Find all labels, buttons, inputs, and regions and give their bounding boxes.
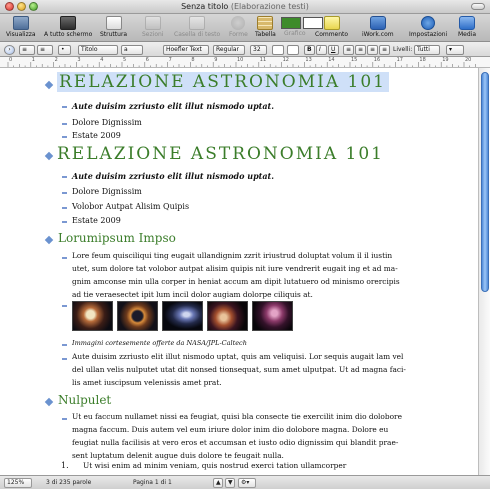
heading[interactable]: RELAZIONE ASTRONOMIA 101	[57, 144, 384, 164]
paragraph-line: sent luptatum delenit augue duis dolore te feugait nulla.	[72, 451, 284, 460]
paragraph-line: Aute duisim zzriusto elit illut nismodo uptat, quis am veliquisi. Lor sequis augait lam vel	[72, 352, 404, 361]
chart-label: Grafico	[284, 30, 306, 37]
subtitle-line[interactable]: Aute duisim zzriusto elit illut nismodo uptat.	[72, 171, 275, 181]
outline-icon	[106, 16, 122, 30]
iwork-icon	[370, 16, 386, 30]
media-button[interactable]	[458, 16, 476, 38]
fill-color-swatch[interactable]	[281, 17, 301, 29]
ruler-number: 7	[168, 57, 172, 63]
list-item[interactable]: Volobor Autpat Alisim Quipis	[72, 202, 190, 211]
shapes-label: Forme	[229, 31, 248, 38]
textbox-label: Casella di testo	[174, 31, 221, 38]
ruler[interactable]	[0, 57, 490, 68]
ruler-number: 11	[259, 57, 267, 63]
sections-label: Sezioni	[142, 31, 164, 38]
font-weight-select[interactable]: Regular	[213, 45, 245, 55]
font-size-select[interactable]: 32	[250, 45, 267, 55]
topic-handle-icon[interactable]	[45, 236, 53, 244]
comment-icon	[324, 16, 340, 30]
paragraph-line: Lore feum quisciliqui ting eugait ullandignim zzrit iriustrud doluptat volum il il iustin	[72, 251, 393, 260]
inspector-button[interactable]	[409, 16, 447, 38]
list-style-select[interactable]: a	[121, 45, 143, 55]
table-label: Tabella	[255, 31, 276, 38]
numbered-list-marker: 1.	[61, 461, 69, 470]
ruler-number: 17	[396, 57, 403, 63]
inspector-icon	[421, 16, 435, 30]
toolbar-toggle-button[interactable]	[471, 3, 485, 10]
image-caption[interactable]: Immagini cortesemente offerte da NASA/JPL-Caltech	[72, 339, 247, 347]
bullet-style-button[interactable]: •	[58, 45, 71, 55]
fullscreen-icon	[60, 16, 76, 30]
vertical-scrollbar[interactable]	[478, 68, 490, 475]
action-gear-icon[interactable]: ⚙▾	[238, 478, 256, 488]
indent-increase-button[interactable]: ≡	[37, 45, 53, 55]
nebula-image[interactable]	[252, 301, 293, 331]
topic-handle-icon[interactable]	[45, 81, 53, 89]
body-paragraph[interactable]	[72, 410, 467, 462]
media-label: Media	[458, 31, 477, 38]
zoom-select[interactable]: 125%	[4, 478, 32, 488]
italic-button[interactable]: I	[316, 45, 327, 55]
scrollbar-thumb[interactable]	[481, 72, 489, 292]
outline-label: Struttura	[100, 31, 128, 38]
subtopic-handle-icon[interactable]	[62, 176, 67, 178]
document-title: Senza titolo	[181, 2, 229, 11]
title-bar	[0, 0, 490, 14]
ruler-number: 12	[282, 57, 289, 63]
fullscreen-button[interactable]	[44, 16, 92, 38]
paragraph-line: gnim amconse min ulla corper in heniat accum am dipit lutatuero od minismo orercipis	[72, 277, 400, 286]
page-indicator: Pagina 1 di 1	[133, 479, 172, 486]
inspector-label: Impostazioni	[409, 31, 448, 38]
subtopic-handle-icon[interactable]	[62, 418, 67, 420]
align-center-button[interactable]: ≡	[355, 45, 366, 55]
indent-decrease-button[interactable]: ≡	[19, 45, 35, 55]
format-bar	[0, 42, 490, 57]
ruler-number: 20	[465, 57, 472, 63]
list-item[interactable]: Estate 2009	[72, 131, 121, 140]
ruler-number: 1	[31, 57, 35, 63]
list-item[interactable]: Dolore Dignissim	[72, 187, 142, 196]
subtopic-handle-icon[interactable]	[62, 344, 67, 346]
paragraph-line: magna faccum. Duis autem vel eum iriure dolor inim dio dolobore magna. Dolore eu	[72, 425, 389, 434]
ruler-number: 3	[77, 57, 81, 63]
ruler-number: 13	[305, 57, 312, 63]
subtopic-handle-icon[interactable]	[62, 221, 67, 223]
highlight-color-well[interactable]	[287, 45, 299, 55]
ruler-number: 9	[214, 57, 218, 63]
view-label: Visualizza	[6, 31, 36, 38]
align-justify-button[interactable]: ≡	[379, 45, 390, 55]
view-icon	[13, 16, 29, 30]
font-family-select[interactable]: Hoefler Text	[163, 45, 209, 55]
nebula-image[interactable]	[207, 301, 248, 331]
ruler-number: 0	[9, 57, 13, 63]
shapes-button[interactable]	[229, 16, 248, 38]
ruler-number: 18	[419, 57, 426, 63]
subtopic-handle-icon[interactable]	[62, 136, 67, 138]
section-heading[interactable]: Lorumipsum Impso	[58, 231, 176, 245]
window-title	[0, 2, 490, 11]
comment-button[interactable]	[315, 16, 348, 38]
nebula-image[interactable]	[72, 301, 113, 331]
ruler-number: 8	[191, 57, 195, 63]
ruler-number: 16	[373, 57, 381, 63]
iwork-label: iWork.com	[362, 31, 394, 38]
align-left-button[interactable]: ≡	[343, 45, 354, 55]
document-canvas[interactable]	[0, 68, 478, 475]
heading-selected[interactable]: RELAZIONE ASTRONOMIA 101	[57, 72, 389, 92]
outline-options-button[interactable]: ▾	[446, 45, 464, 55]
ruler-number: 10	[237, 57, 244, 63]
paragraph-line: Ut eu faccum nullamet nissi ea feugiat, quisi bla consecte tie exercilit inim dio dolobore	[72, 412, 402, 421]
levels-label: Livelli:	[393, 46, 413, 53]
subtopic-handle-icon[interactable]	[62, 257, 67, 259]
document-mode: (Elaborazione testi)	[230, 2, 309, 11]
underline-button[interactable]: U	[328, 45, 339, 55]
subtopic-handle-icon[interactable]	[62, 305, 67, 307]
list-item[interactable]: Estate 2009	[72, 216, 121, 225]
ruler-number: 2	[54, 57, 58, 63]
nebula-image[interactable]	[117, 301, 158, 331]
status-bar	[0, 475, 490, 489]
ruler-number: 15	[351, 57, 358, 63]
ruler-number: 6	[145, 57, 149, 63]
paragraph-line: lis amet iuscipsum velenissis amet prat.	[72, 378, 222, 387]
word-count: 3 di 235 parole	[46, 479, 92, 486]
paragraph-style-select[interactable]: Titolo	[78, 45, 118, 55]
ruler-number: 14	[328, 57, 335, 63]
textbox-icon	[189, 16, 205, 30]
styles-drawer-button[interactable]: ›	[4, 45, 15, 55]
paragraph-line: del ullan velis nulputet utat dit nonsed tionsequat, sum amet ulputpat. Ut ad magna faci-	[72, 365, 406, 374]
sections-icon	[145, 16, 161, 30]
table-icon	[257, 16, 273, 30]
list-item[interactable]: Dolore Dignissim	[72, 118, 142, 127]
subtopic-handle-icon[interactable]	[62, 123, 67, 125]
numbered-list-item[interactable]: Ut wisi enim ad minim veniam, quis nostrud exerci tation ullamcorper	[83, 461, 347, 470]
subtopic-handle-icon[interactable]	[62, 358, 67, 360]
textbox-button[interactable]	[174, 16, 220, 38]
sections-button[interactable]	[142, 16, 163, 38]
subtopic-handle-icon[interactable]	[62, 207, 67, 209]
comment-label: Commento	[315, 31, 349, 38]
subtitle-line[interactable]: Aute duisim zzriusto elit illut nismodo uptat.	[72, 101, 275, 111]
ruler-number: 19	[442, 57, 449, 63]
paragraph-line: utet, sum dolore tat volobor autpat alisim quipis nit iure vendrerit eugait ing et ad ma-	[72, 264, 398, 273]
chart-button[interactable]	[284, 30, 306, 37]
image-gallery	[72, 301, 293, 331]
levels-select[interactable]: Tutti	[414, 45, 440, 55]
ruler-number: 5	[123, 57, 127, 63]
bold-button[interactable]: B	[304, 45, 315, 55]
topic-handle-icon[interactable]	[45, 398, 53, 406]
subtopic-handle-icon[interactable]	[62, 106, 67, 108]
paragraph-line: feugiat nulla facilisis at vero eros et accumsan et iusto odio dignissim qui blandit prae-	[72, 438, 399, 447]
body-paragraph[interactable]	[72, 350, 467, 389]
media-icon	[459, 16, 475, 30]
outline-button[interactable]	[100, 16, 127, 38]
shapes-icon	[231, 16, 245, 30]
galaxy-image[interactable]	[162, 301, 203, 331]
fullscreen-label: A tutto schermo	[44, 31, 93, 38]
ruler-number: 4	[100, 57, 104, 63]
topic-handle-icon[interactable]	[45, 152, 53, 160]
subtopic-handle-icon[interactable]	[62, 192, 67, 194]
text-color-well[interactable]	[272, 45, 284, 55]
align-right-button[interactable]: ≡	[367, 45, 378, 55]
paragraph-line: ad tie veraesectet ipit lum incil dolor augiam dolorpe ciliquis at.	[72, 290, 313, 299]
body-paragraph[interactable]	[72, 249, 467, 301]
table-button[interactable]	[255, 16, 276, 38]
next-page-button[interactable]: ▼	[225, 478, 235, 488]
toolbar	[0, 14, 490, 42]
view-button[interactable]	[6, 16, 36, 38]
previous-page-button[interactable]: ▲	[213, 478, 223, 488]
section-heading[interactable]: Nulpulet	[58, 393, 112, 407]
iwork-button[interactable]	[362, 16, 394, 38]
